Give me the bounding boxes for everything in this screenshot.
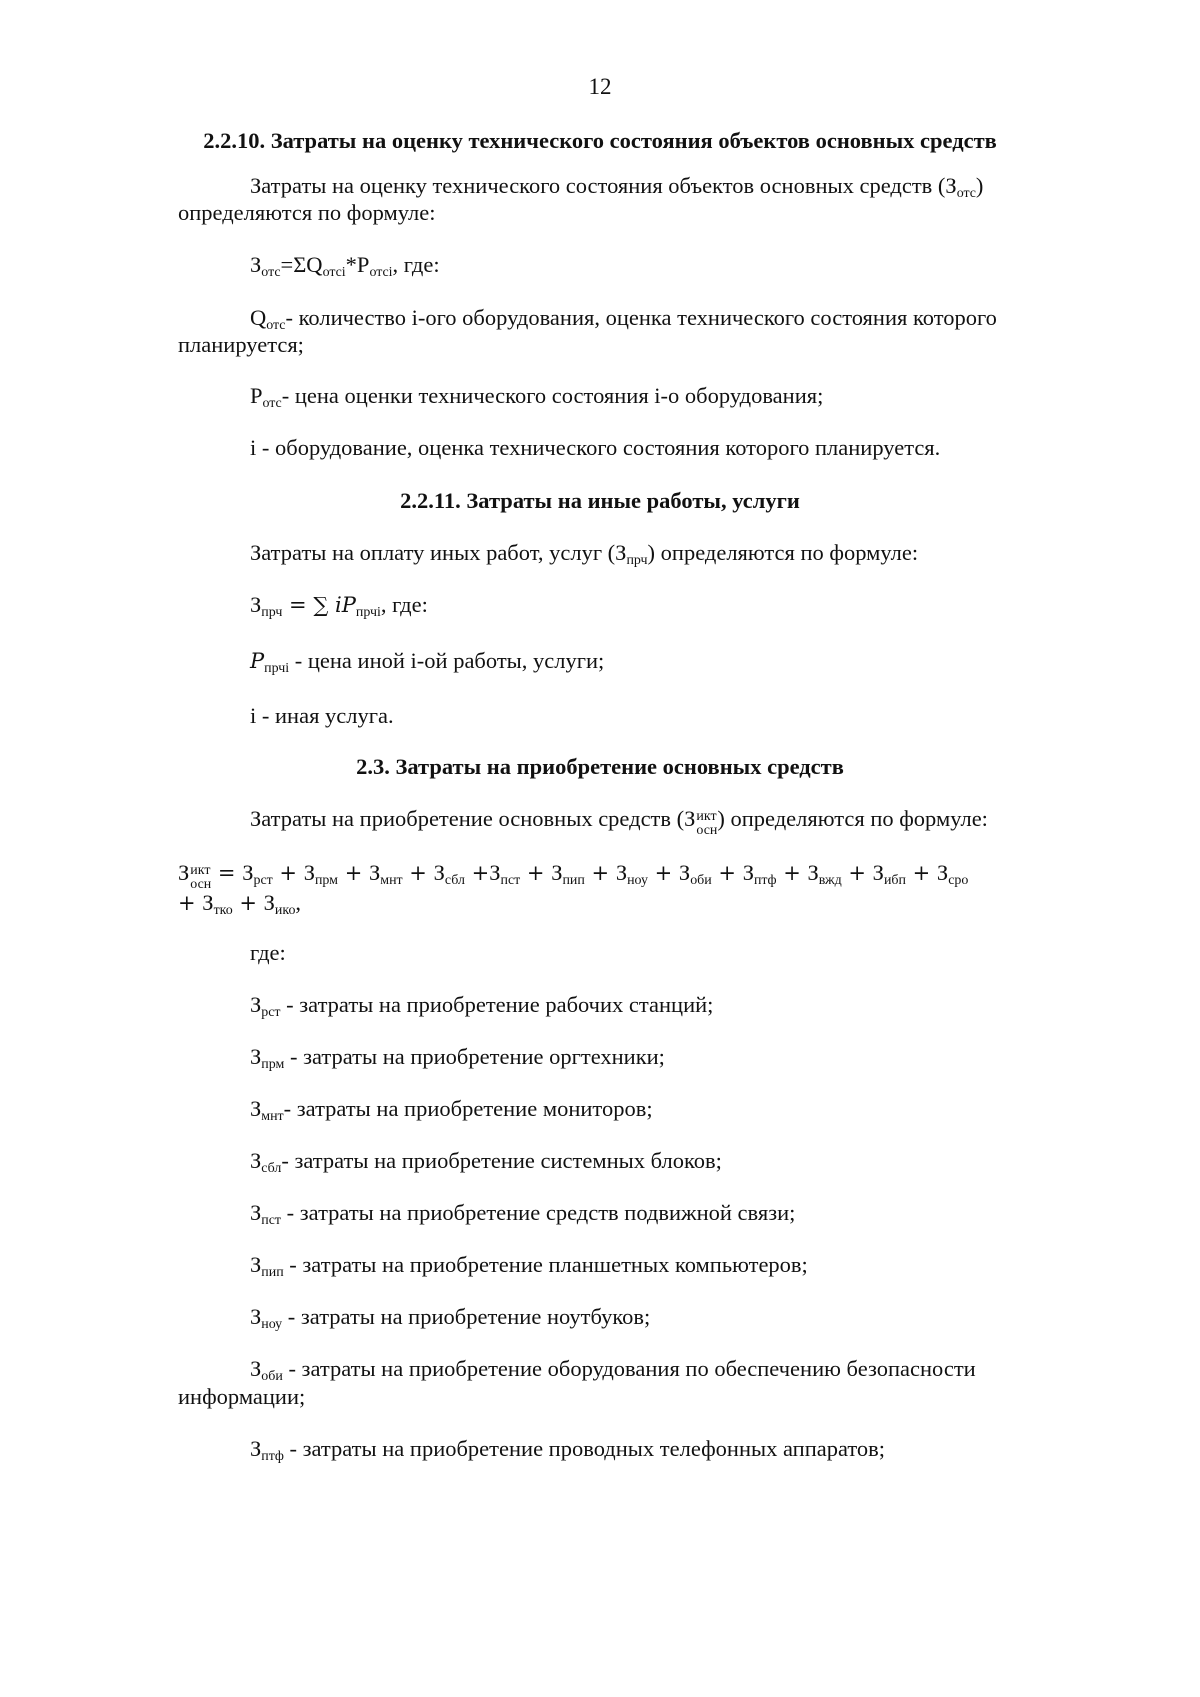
formula-symbol: З: [678, 860, 691, 885]
definition-item: [250, 1356, 1200, 1382]
formula-symbol: З: [742, 860, 754, 885]
formula-operator: +: [905, 861, 937, 885]
formula-subscript: сро: [948, 872, 969, 888]
formula-subscript: осн: [190, 876, 212, 892]
definition-subscript: ноу: [261, 1316, 283, 1332]
formula-subscript: птф: [753, 872, 777, 888]
paragraph-intro-2-2-10-line2: определяются по формуле:: [178, 200, 436, 225]
paragraph-intro-2-3: Затраты на приобретение основных средств (З икт осн ) определяются по формуле:: [250, 806, 988, 838]
definition-p-otc: $P_{отс}-$ цена оценки технического состояния i-о оборудования;: [250, 383, 824, 411]
formula-symbol: З: [615, 860, 628, 885]
page-number: 12: [588, 74, 612, 99]
definition-symbol: З: [250, 1148, 262, 1173]
formula-symbol: З: [489, 860, 501, 885]
formula-subsup: [190, 864, 211, 891]
definition-symbol: З: [250, 1356, 262, 1381]
formula-superscript: икт: [190, 863, 211, 879]
formula-2-3-line2: [178, 888, 1138, 918]
definition-q-otc: $Q_{отс}-$ количество i-ого оборудования, оценка технического состояния которого: [250, 305, 997, 333]
formula-subscript: ико: [274, 902, 296, 918]
where-label: где:: [250, 940, 286, 965]
definition-subscript: птф: [261, 1448, 284, 1464]
definition-subscript: рст: [261, 1004, 281, 1020]
definition-continuation: информации;: [178, 1384, 306, 1409]
formula-operator: +: [464, 861, 490, 885]
definition-symbol: З: [250, 1096, 262, 1121]
formula-operator: +: [232, 891, 264, 915]
definition-item: [250, 1148, 1200, 1174]
definition-item: [250, 1304, 1200, 1330]
section-heading-2-2-11: 2.2.11. Затраты на иные работы, услуги: [400, 488, 800, 513]
formula-subscript: ибп: [883, 872, 906, 888]
formula-symbol: З: [263, 890, 275, 915]
formula-operator: +: [711, 861, 743, 885]
definition-symbol: З: [250, 992, 262, 1017]
formula-symbol: З: [872, 860, 884, 885]
definition-text: - затраты на приобретение мониторов;: [283, 1096, 653, 1121]
definition-text: - затраты на приобретение ноутбуков;: [282, 1304, 651, 1329]
definition-q-otc-line2: планируется;: [178, 332, 304, 357]
definition-text: - затраты на приобретение оргтехники;: [284, 1044, 665, 1069]
definition-text: - затраты на приобретение проводных телефонных аппаратов;: [283, 1436, 886, 1461]
formula-operator: +: [272, 861, 304, 885]
formula-subscript: оби: [690, 872, 712, 888]
formula-operator: +: [647, 861, 679, 885]
formula-operator: +: [584, 861, 616, 885]
definition-item: [250, 1436, 1200, 1462]
definition-text: - затраты на приобретение средств подвижной связи;: [281, 1200, 796, 1225]
formula-subscript: пст: [500, 872, 521, 888]
formula-2-3-line1: [178, 858, 1138, 891]
formula-subscript: ноу: [627, 872, 648, 888]
definition-symbol: З: [250, 1044, 262, 1069]
definition-subscript: оби: [261, 1368, 283, 1384]
formula-subscript: пип: [562, 872, 585, 888]
definition-subscript: мнт: [261, 1108, 284, 1124]
definition-symbol: З: [250, 1304, 262, 1329]
formula-symbol: З: [303, 860, 315, 885]
formula-symbol: З: [202, 890, 214, 915]
formula-end: ,: [295, 890, 302, 915]
formula-2-2-10: $З_{отс}=\Sigma Q_{отсi}*P_{отсi}$, где:: [250, 252, 440, 280]
definition-subscript: сбл: [261, 1160, 282, 1176]
formula-operator: +: [402, 861, 434, 885]
definition-text: - затраты на приобретение системных блоков;: [281, 1148, 722, 1173]
formula-symbol: З: [368, 860, 381, 885]
definition-text: - затраты на приобретение рабочих станций;: [280, 992, 714, 1017]
definition-subscript: прм: [261, 1056, 285, 1072]
formula-operator: +: [178, 891, 203, 915]
definition-item: [250, 992, 1200, 1018]
section-heading-2-2-10: 2.2.10. Затраты на оценку технического состояния объектов основных средств: [203, 128, 997, 153]
formula-symbol: З: [551, 860, 563, 885]
definition-item: [250, 1044, 1200, 1070]
definition-item: [250, 1200, 1200, 1226]
definition-i-2-2-11: i - иная услуга.: [250, 703, 394, 728]
paragraph-intro-2-2-10: Затраты на оценку технического состояния объектов основных средств $(З_{отс})$: [250, 173, 984, 201]
formula-symbol: З: [936, 860, 949, 885]
paragraph-intro-2-2-11: Затраты на оплату иных работ, услуг $(З_{прч})$ определяются по формуле:: [250, 540, 919, 568]
definition-symbol: З: [250, 1200, 262, 1225]
formula-operator: +: [841, 861, 873, 885]
formula-operator: +: [520, 861, 552, 885]
formula-subscript: мнт: [380, 872, 403, 888]
definition-text: - затраты на приобретение планшетных компьютеров;: [283, 1252, 808, 1277]
section-heading-2-3: 2.3. Затраты на приобретение основных средств: [356, 754, 844, 779]
formula-subscript: прм: [314, 872, 339, 888]
definition-p-prch: $P_{прчi}$ - цена иной i-ой работы, услуги;: [250, 648, 605, 676]
formula-operator: +: [338, 861, 369, 885]
formula-symbol: З: [807, 860, 819, 885]
formula-subscript: рст: [253, 872, 273, 888]
definition-item: [250, 1252, 1200, 1278]
formula-subscript: тко: [213, 902, 233, 918]
formula-symbol: З: [433, 860, 445, 885]
formula-operator: +: [776, 861, 808, 885]
definition-item: [250, 1096, 1200, 1122]
definition-subscript: пст: [261, 1212, 282, 1228]
formula-2-2-11: $З_{прч}$ = ∑ $iP_{прчi}$, где:: [250, 592, 428, 620]
definition-symbol: З: [250, 1436, 262, 1461]
formula-symbol: З: [178, 860, 190, 885]
definition-i-2-2-10: i - оборудование, оценка технического состояния которого планируется.: [250, 435, 941, 460]
formula-subscript: сбл: [444, 872, 465, 888]
formula-subscript: вжд: [818, 872, 842, 888]
definition-symbol: З: [250, 1252, 262, 1277]
definition-subscript: пип: [261, 1264, 284, 1280]
formula-operator: =: [211, 861, 243, 885]
definition-text: - затраты на приобретение оборудования по обеспечению безопасности: [282, 1356, 976, 1381]
formula-symbol: З: [242, 860, 254, 885]
